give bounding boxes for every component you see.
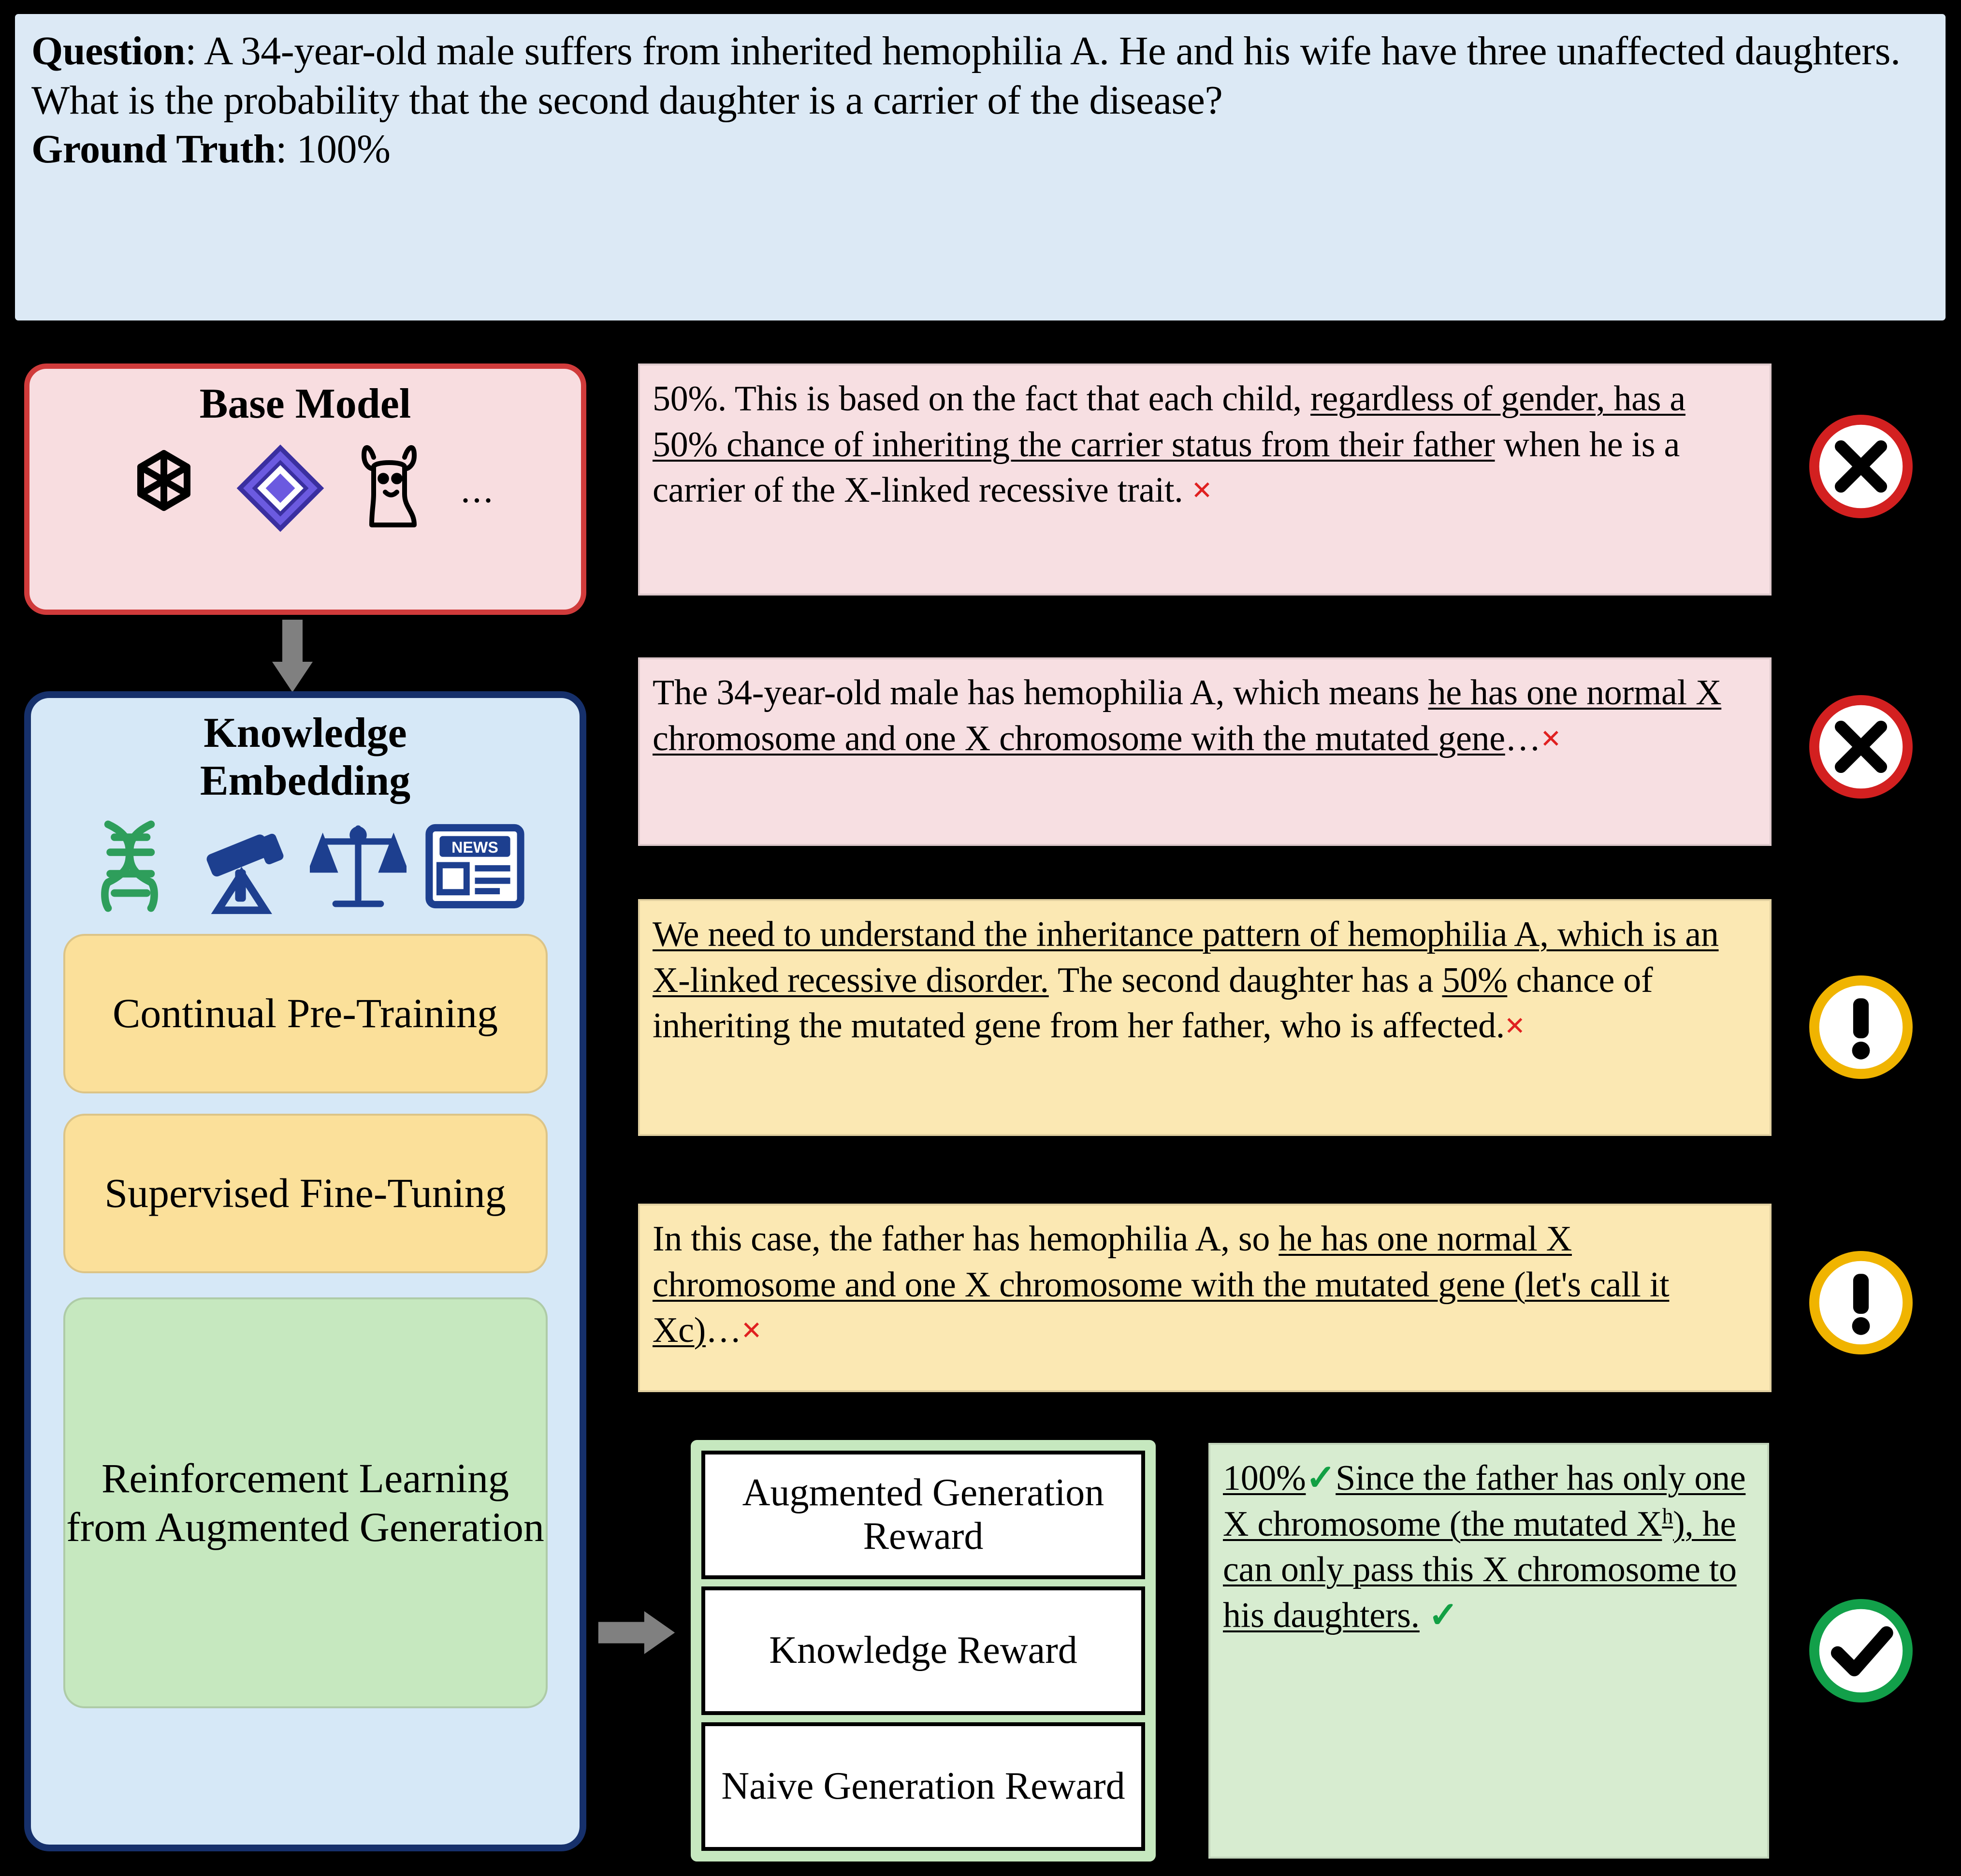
openai-logo-icon	[116, 440, 212, 539]
scales-icon	[310, 818, 407, 917]
stage-label-sft: Supervised Fine-Tuning	[104, 1170, 506, 1217]
dna-icon	[84, 818, 175, 917]
arrow-down-icon	[271, 620, 314, 692]
reward-item[interactable]	[701, 1586, 1145, 1715]
check-mark-icon: ✓	[1419, 1596, 1458, 1636]
stage-continual-pre-training[interactable]	[63, 934, 548, 1093]
knowledge-title-line1: Knowledge	[203, 710, 407, 756]
knowledge-domain-icons	[84, 815, 527, 919]
knowledge-embedding-box	[24, 691, 586, 1851]
stage-rlag[interactable]	[63, 1297, 548, 1708]
knowledge-embedding-title	[200, 710, 410, 805]
stage-supervised-fine-tuning[interactable]	[63, 1114, 548, 1273]
question-text	[31, 27, 1929, 125]
knowledge-title-line2: Embedding	[200, 757, 411, 804]
question-banner	[12, 11, 1949, 324]
x-mark-icon: ×	[1540, 718, 1561, 758]
gemini-logo-icon	[234, 442, 326, 537]
reward-label-naive-generation: Naive Generation Reward	[721, 1765, 1125, 1808]
check-mark-icon: ✓	[1306, 1458, 1336, 1498]
rlag-response: 100%✓Since the father has only one X chromosome (the mutated $X^h$), he can only pass this X chromosome to his daughters. ✓	[1208, 1443, 1769, 1859]
ground-truth-label: Ground Truth	[31, 127, 276, 172]
circle-exclamation-icon	[1805, 1247, 1917, 1361]
stage-label-cpt: Continual Pre-Training	[112, 990, 498, 1037]
more-models-ellipsis: ...	[461, 468, 495, 510]
base-model-title: Base Model	[199, 380, 411, 427]
reward-item[interactable]	[701, 1451, 1145, 1579]
reward-label-knowledge: Knowledge Reward	[769, 1629, 1077, 1672]
llama-logo-icon	[349, 440, 436, 539]
stage-label-rlag: Reinforcement Learning from Augmented Generation	[66, 1454, 544, 1551]
telescope-icon	[192, 818, 293, 917]
continual-pre-training-response: We need to understand the inheritance pattern of hemophilia A, which is an X-linked recessive disorder. The second daughter has a 50% chance of inheriting the mutated gene from her father, who is affected.×	[638, 899, 1772, 1136]
arrow-right-icon	[596, 1610, 678, 1656]
base-model-box	[24, 364, 586, 615]
ground-truth-value: : 100%	[276, 127, 391, 172]
supervised-fine-tuning-response: In this case, the father has hemophilia A, so he has one normal X chromosome and one X chromosome with the mutated gene (let's call it Xc)…×	[638, 1204, 1772, 1392]
question-body: : A 34-year-old male suffers from inherited hemophilia A. He and his wife have three unaffected daughters. What is the probability that the second daughter is a carrier of the disease?	[31, 29, 1901, 123]
x-mark-icon: ×	[741, 1310, 762, 1351]
question-label: Question	[31, 29, 186, 73]
ground-truth-line	[31, 125, 1929, 174]
circle-exclamation-icon	[1805, 972, 1917, 1085]
circle-x-icon	[1805, 691, 1917, 805]
check-mark-icon	[1049, 960, 1058, 1000]
news-icon	[423, 818, 527, 917]
reward-item[interactable]	[701, 1722, 1145, 1851]
reward-label-augmented-generation: Augmented Generation Reward	[742, 1471, 1104, 1557]
base-model-response: 50%. This is based on the fact that each child, regardless of gender, has a 50% chance of inheriting the carrier status from their father when he is a carrier of the X-linked recessive trait. ×	[638, 364, 1772, 596]
circle-check-icon	[1805, 1595, 1917, 1709]
x-mark-icon: ×	[1191, 470, 1212, 510]
svg-text:NEWS: NEWS	[451, 839, 498, 857]
knowledge-embedding-response: The 34-year-old male has hemophilia A, which means he has one normal X chromosome and one X chromosome with the mutated gene…×	[638, 657, 1772, 846]
x-mark-icon: ×	[1504, 1006, 1525, 1046]
circle-x-icon	[1805, 411, 1917, 524]
base-model-logos	[116, 440, 495, 539]
reward-box	[686, 1436, 1160, 1866]
